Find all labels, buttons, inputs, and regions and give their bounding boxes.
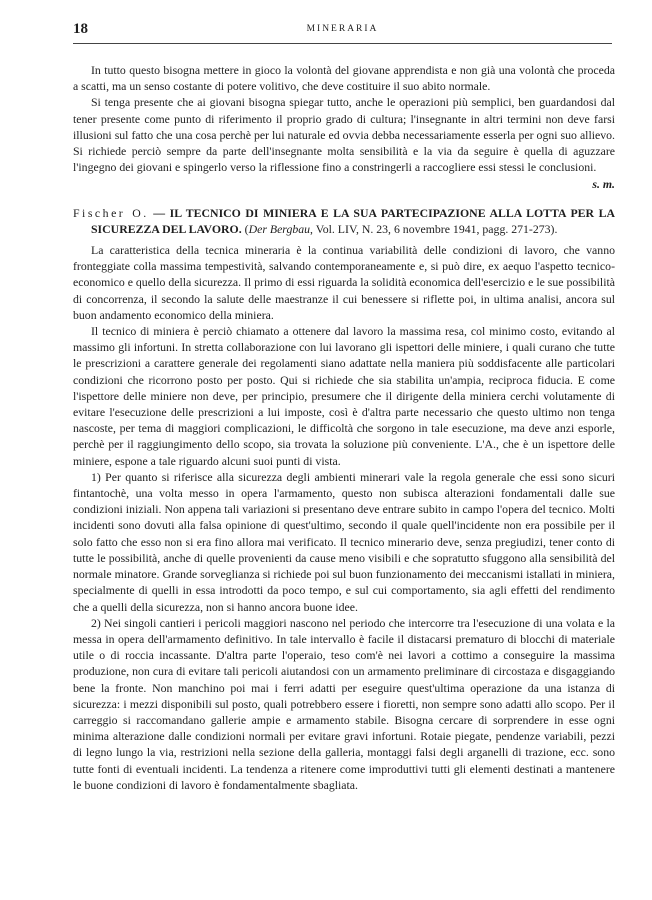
article-body (73, 242, 615, 793)
article-paragraph: 1) Per quanto si riferisce alla sicurezza degli ambienti minerari vale la regola generale che essi sono sicuri fintantochè, una volta messo in opera l'armamento, questo non subisca alterazioni fondamentali dalle sue condizioni iniziali. Non appena tali variazioni si presentano deve entrare subito in campo l'opera del tecnico. Molti incidenti sono dovuti alla falsa opinione di quest'ultimo, secondo il quale quell'incidente non era possibile per il solo fatto che esso non si era fino allora mai verificato. Il tecnico minerario deve, senza pregiudizi, tener conto di tutte le possibilità, anche di quelle provenienti da cause meno visibili e che sopratutto sfuggono alla sensibilità del normale minatore. Grande sorveglianza si richiede poi sul buon funzionamento dei meccanismi istallati in miniera, specialmente di quelli in essa introdotti da poco tempo, e sul cui comportamento, sia agli effetti del rendimento che a quelli della sicurezza, non si hanno ancora buone idee. (73, 469, 615, 614)
article-paragraph: La caratteristica della tecnica mineraria è la continua variabilità delle condizioni di lavoro, che vanno fronteggiate colla massima tempestività, salvando contemporaneamente e, si può dire, ex aequo l'aspetto tecnico-economico e quello della sicurezza. Il primo di essi riguarda la solidità economica dell'esercizio e le sue possibilità di concorrenza, il secondo la salute delle maestranze il cui benessere si riflette poi, in ultima analisi, ancora sul buon andamento economico della miniera. (73, 243, 615, 322)
article-citation: , Vol. LIV, N. 23, 6 novembre 1941, pagg. 271-273). (310, 221, 558, 236)
journal-name: Der Bergbau (248, 221, 311, 236)
page-header (73, 21, 612, 44)
article-heading (73, 205, 615, 237)
article-title: IL TECNICO DI MINIERA E LA SUA PARTECIPAZIONE ALLA LOTTA PER LA SICUREZZA DEL LAVORO. (91, 205, 615, 236)
intro-paragraph: Si tenga presente che ai giovani bisogna spiegar tutto, anche le operazioni più semplici, ben guardandosi dal tener presente come punto di riferimento il proprio grado di cultura; l'insegnante in altri termini non deve farsi illusioni sul fatto che una cosa perchè per lui naturale ed ovvia debba necessariamente esserla per ogni suo allievo. Si richiede perciò sempre da parte dell'insegnante molta sensibilità e la via da seguire è quella di aguzzare l'ingegno dei giovani e spingerlo verso la riflessione fino a constringerli a raccogliere essi stessi le conclusioni. (73, 95, 615, 175)
article-paragraph: Il tecnico di miniera è perciò chiamato a ottenere dal lavoro la massima resa, col minimo costo, evitando al massimo gli infortuni. In stretta collaborazione con lui lavorano gli ispettori delle miniere, i quali curano che tutte le prescrizioni a carattere generale dei regolamenti siano adattate nella maniera più soddisfacente alle particolari condizioni che ricorrono posto per posto. Qui si richiede che sia stabilita un'ampia, reciproca fiducia. E come l'ispettore delle miniere non deve, per principio, presumere che il dirigente della miniera cerchi volutamente di evitare l'esecuzione delle prescrizioni a lui imposte, così è d'altra parte necessario che questo ultimo non tenga nascoste, per tema di maggiori complicazioni, le difficoltà che sorgono in tale esecuzione, ma deve anzi esporle, perchè per il raggiungimento dello scopo, sia trovata la soluzione più conveniente. L'A., che è un ispettore delle miniere, espone a tale riguardo alcuni suoi punti di vista. (73, 324, 615, 468)
page-number: 18 (73, 21, 88, 37)
intro-paragraph: In tutto questo bisogna mettere in gioco la volontà del giovane apprendista e non già una volontà che proceda a scatti, ma un senso costante di potere volitivo, che deve costituire il suo abito normale. (73, 63, 615, 94)
heading-dash: — (148, 205, 170, 220)
intro-section (73, 62, 615, 193)
article-paragraph: 2) Nei singoli cantieri i pericoli maggiori nascono nel periodo che intercorre tra l'esecuzione di una volata e la messa in opera dell'armamento definitivo. In tale intervallo è facile il distacarsi prematuro di blocchi di materiale utile o di roccia incassante. D'altra parte l'operaio, teso com'è nei lavori a cottimo a conseguire la massima produzione, non cura di evitare tali pericoli aiutandosi con un armamento preliminare di circostaza e disgaggiando bene la fronte. Non manchino poi mai i ferri adatti per eseguire quest'ultima operazione da una istanza di sicurezza: i mezzi disponibili sul posto, quali potrebbero essere i fioretti, non sempre sono adatti allo scopo. Per il carreggio si raccomandano gallerie ampie e armamento stabile. Bisogna cercare di sorprendere in esse ogni minima alterazione dalle condizioni normali per evitare gravi infortuni. Rotaie piegate, pendenze variabili, pezzi di legno lungo la via, restrizioni nella sezione della galleria, montaggi falsi degli arganelli di trazione, ecc. sono tutte fonti di eventuali incidenti. La tendenza a ritenere come improduttivi tutti gli elementi destinati a mantenere le buone condizioni di lavoro è fondamentalmente sbagliata. (73, 615, 615, 792)
intro-signature: s. m. (592, 177, 615, 192)
article-author: Fischer O. (73, 205, 149, 220)
running-title: MINERARIA (306, 24, 379, 34)
page-body (73, 62, 615, 793)
article-source: (Der Bergbau, Vol. LIV, N. 23, 6 novembre 1941, pagg. 271-273). (244, 221, 558, 236)
